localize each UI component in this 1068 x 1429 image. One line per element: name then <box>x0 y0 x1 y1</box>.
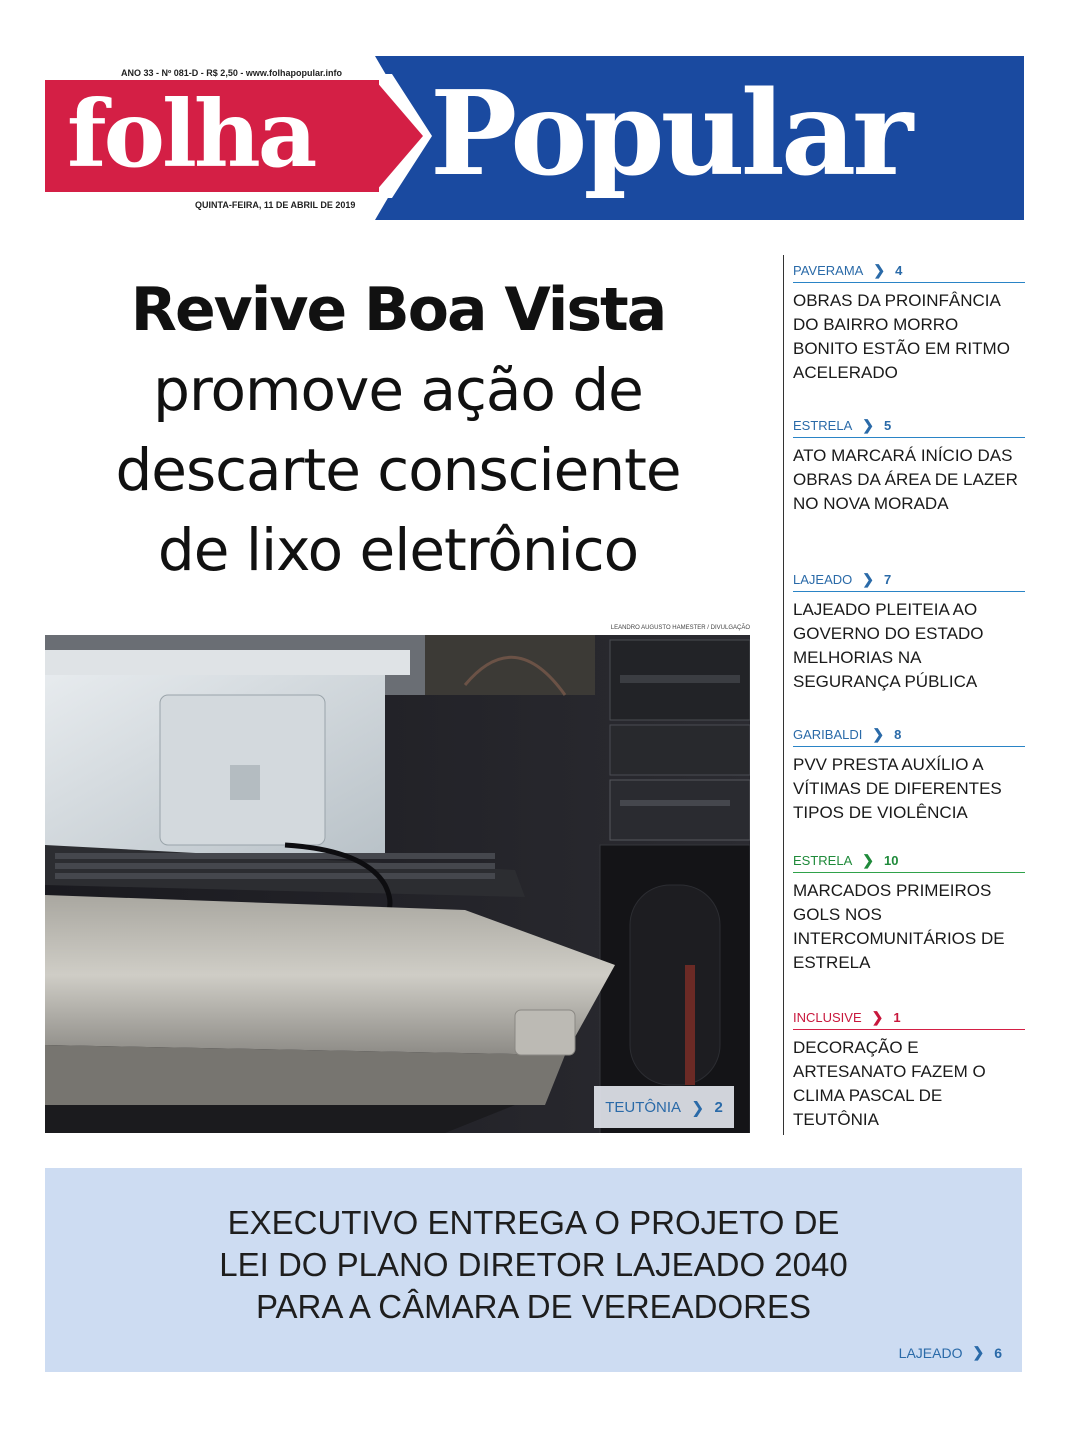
sidebar-item-text: PVV PRESTA AUXÍLIO A VÍTIMAS DE DIFERENTES TIPOS DE VIOLÊNCIA <box>793 755 1002 822</box>
headline-line-3: descarte consciente <box>115 436 681 504</box>
sidebar-item-section: ESTRELA <box>793 852 853 868</box>
sidebar-item-lajeado[interactable] <box>793 567 1025 694</box>
chevron-right-icon: ❯ <box>873 261 886 278</box>
sidebar-item-section: GARIBALDI <box>793 726 863 742</box>
sidebar-item-header <box>793 567 1025 592</box>
sidebar-item-inclusive[interactable] <box>793 1005 1025 1132</box>
edition-info: ANO 33 - Nº 081-D - R$ 2,50 - www.folhapopular.info <box>121 68 342 78</box>
sidebar-item-page: 4 <box>895 262 903 278</box>
bottom-headline-line-2: LEI DO PLANO DIRETOR LAJEADO 2040 <box>219 1246 848 1283</box>
sidebar-item-header <box>793 722 1025 747</box>
chevron-right-icon: ❯ <box>862 416 874 433</box>
bottom-headline <box>45 1202 1022 1328</box>
chevron-right-icon: ❯ <box>862 851 874 868</box>
sidebar-item-text: ATO MARCARÁ INÍCIO DAS OBRAS DA ÁREA DE LAZER NO NOVA MORADA <box>793 446 1018 513</box>
sidebar-item-section: ESTRELA <box>793 417 853 433</box>
sidebar-index <box>783 255 1025 1135</box>
headline-line-2: promove ação de <box>153 356 643 424</box>
headline-line-1: Revive Boa Vista <box>130 275 666 345</box>
sidebar-item-text: LAJEADO PLEITEIA AO GOVERNO DO ESTADO MELHORIAS NA SEGURANÇA PÚBLICA <box>793 600 984 691</box>
logo-folha: folha <box>67 80 315 188</box>
photo-tag-section: TEUTÔNIA <box>605 1098 682 1116</box>
main-headline[interactable] <box>45 270 751 590</box>
sidebar-item-section: INCLUSIVE <box>793 1009 862 1025</box>
chevron-right-icon: ❯ <box>862 570 874 587</box>
sidebar-item-paverama[interactable] <box>793 258 1025 385</box>
bottom-headline-line-3: PARA A CÂMARA DE VEREADORES <box>255 1288 812 1325</box>
chevron-right-icon: ❯ <box>872 725 885 742</box>
sidebar-item-text: OBRAS DA PROINFÂNCIA DO BAIRRO MORRO BONITO ESTÃO EM RITMO ACELERADO <box>793 291 1010 382</box>
sidebar-item-section: LAJEADO <box>793 571 853 587</box>
issue-date: QUINTA-FEIRA, 11 DE ABRIL DE 2019 <box>195 200 356 210</box>
sidebar-item-header <box>793 413 1025 438</box>
masthead <box>45 56 1024 220</box>
sidebar-item-text: DECORAÇÃO E ARTESANATO FAZEM O CLIMA PASCAL DE TEUTÔNIA <box>793 1038 986 1129</box>
photo-section-tag[interactable] <box>594 1086 734 1128</box>
main-photo[interactable] <box>45 635 750 1133</box>
chevron-right-icon: ❯ <box>871 1008 884 1025</box>
sidebar-item-page: 10 <box>883 852 899 868</box>
sidebar-item-page: 8 <box>894 726 902 742</box>
sidebar-item-page: 5 <box>883 417 892 433</box>
photo-tag-page: 2 <box>714 1098 723 1116</box>
sidebar-item-garibaldi[interactable] <box>793 722 1025 825</box>
bottom-tag-page: 6 <box>994 1344 1002 1361</box>
sidebar-item-header <box>793 258 1025 283</box>
bottom-headline-line-1: EXECUTIVO ENTREGA O PROJETO DE <box>227 1204 840 1241</box>
photo-credit: LEANDRO AUGUSTO HAMESTER / DIVULGAÇÃO <box>610 625 750 631</box>
bottom-tag-section: LAJEADO <box>898 1344 963 1361</box>
chevron-right-icon: ❯ <box>972 1344 985 1360</box>
logo-popular: Popular <box>430 66 910 202</box>
sidebar-item-header <box>793 848 1025 873</box>
headline-line-4: de lixo eletrônico <box>157 516 639 584</box>
sidebar-item-page: 7 <box>883 571 892 587</box>
sidebar-item-estrela-sports[interactable] <box>793 848 1025 975</box>
chevron-right-icon: ❯ <box>691 1097 705 1117</box>
sidebar-item-text: MARCADOS PRIMEIROS GOLS NOS INTERCOMUNITÁRIOS DE ESTRELA <box>793 881 1005 972</box>
photo-illustration <box>45 635 750 1133</box>
sidebar-item-page: 1 <box>893 1009 901 1025</box>
sidebar-item-section: PAVERAMA <box>793 262 864 278</box>
bottom-section-tag[interactable] <box>899 1344 1002 1361</box>
bottom-feature-box[interactable] <box>45 1168 1022 1372</box>
sidebar-item-estrela[interactable] <box>793 413 1025 516</box>
sidebar-item-header <box>793 1005 1025 1030</box>
